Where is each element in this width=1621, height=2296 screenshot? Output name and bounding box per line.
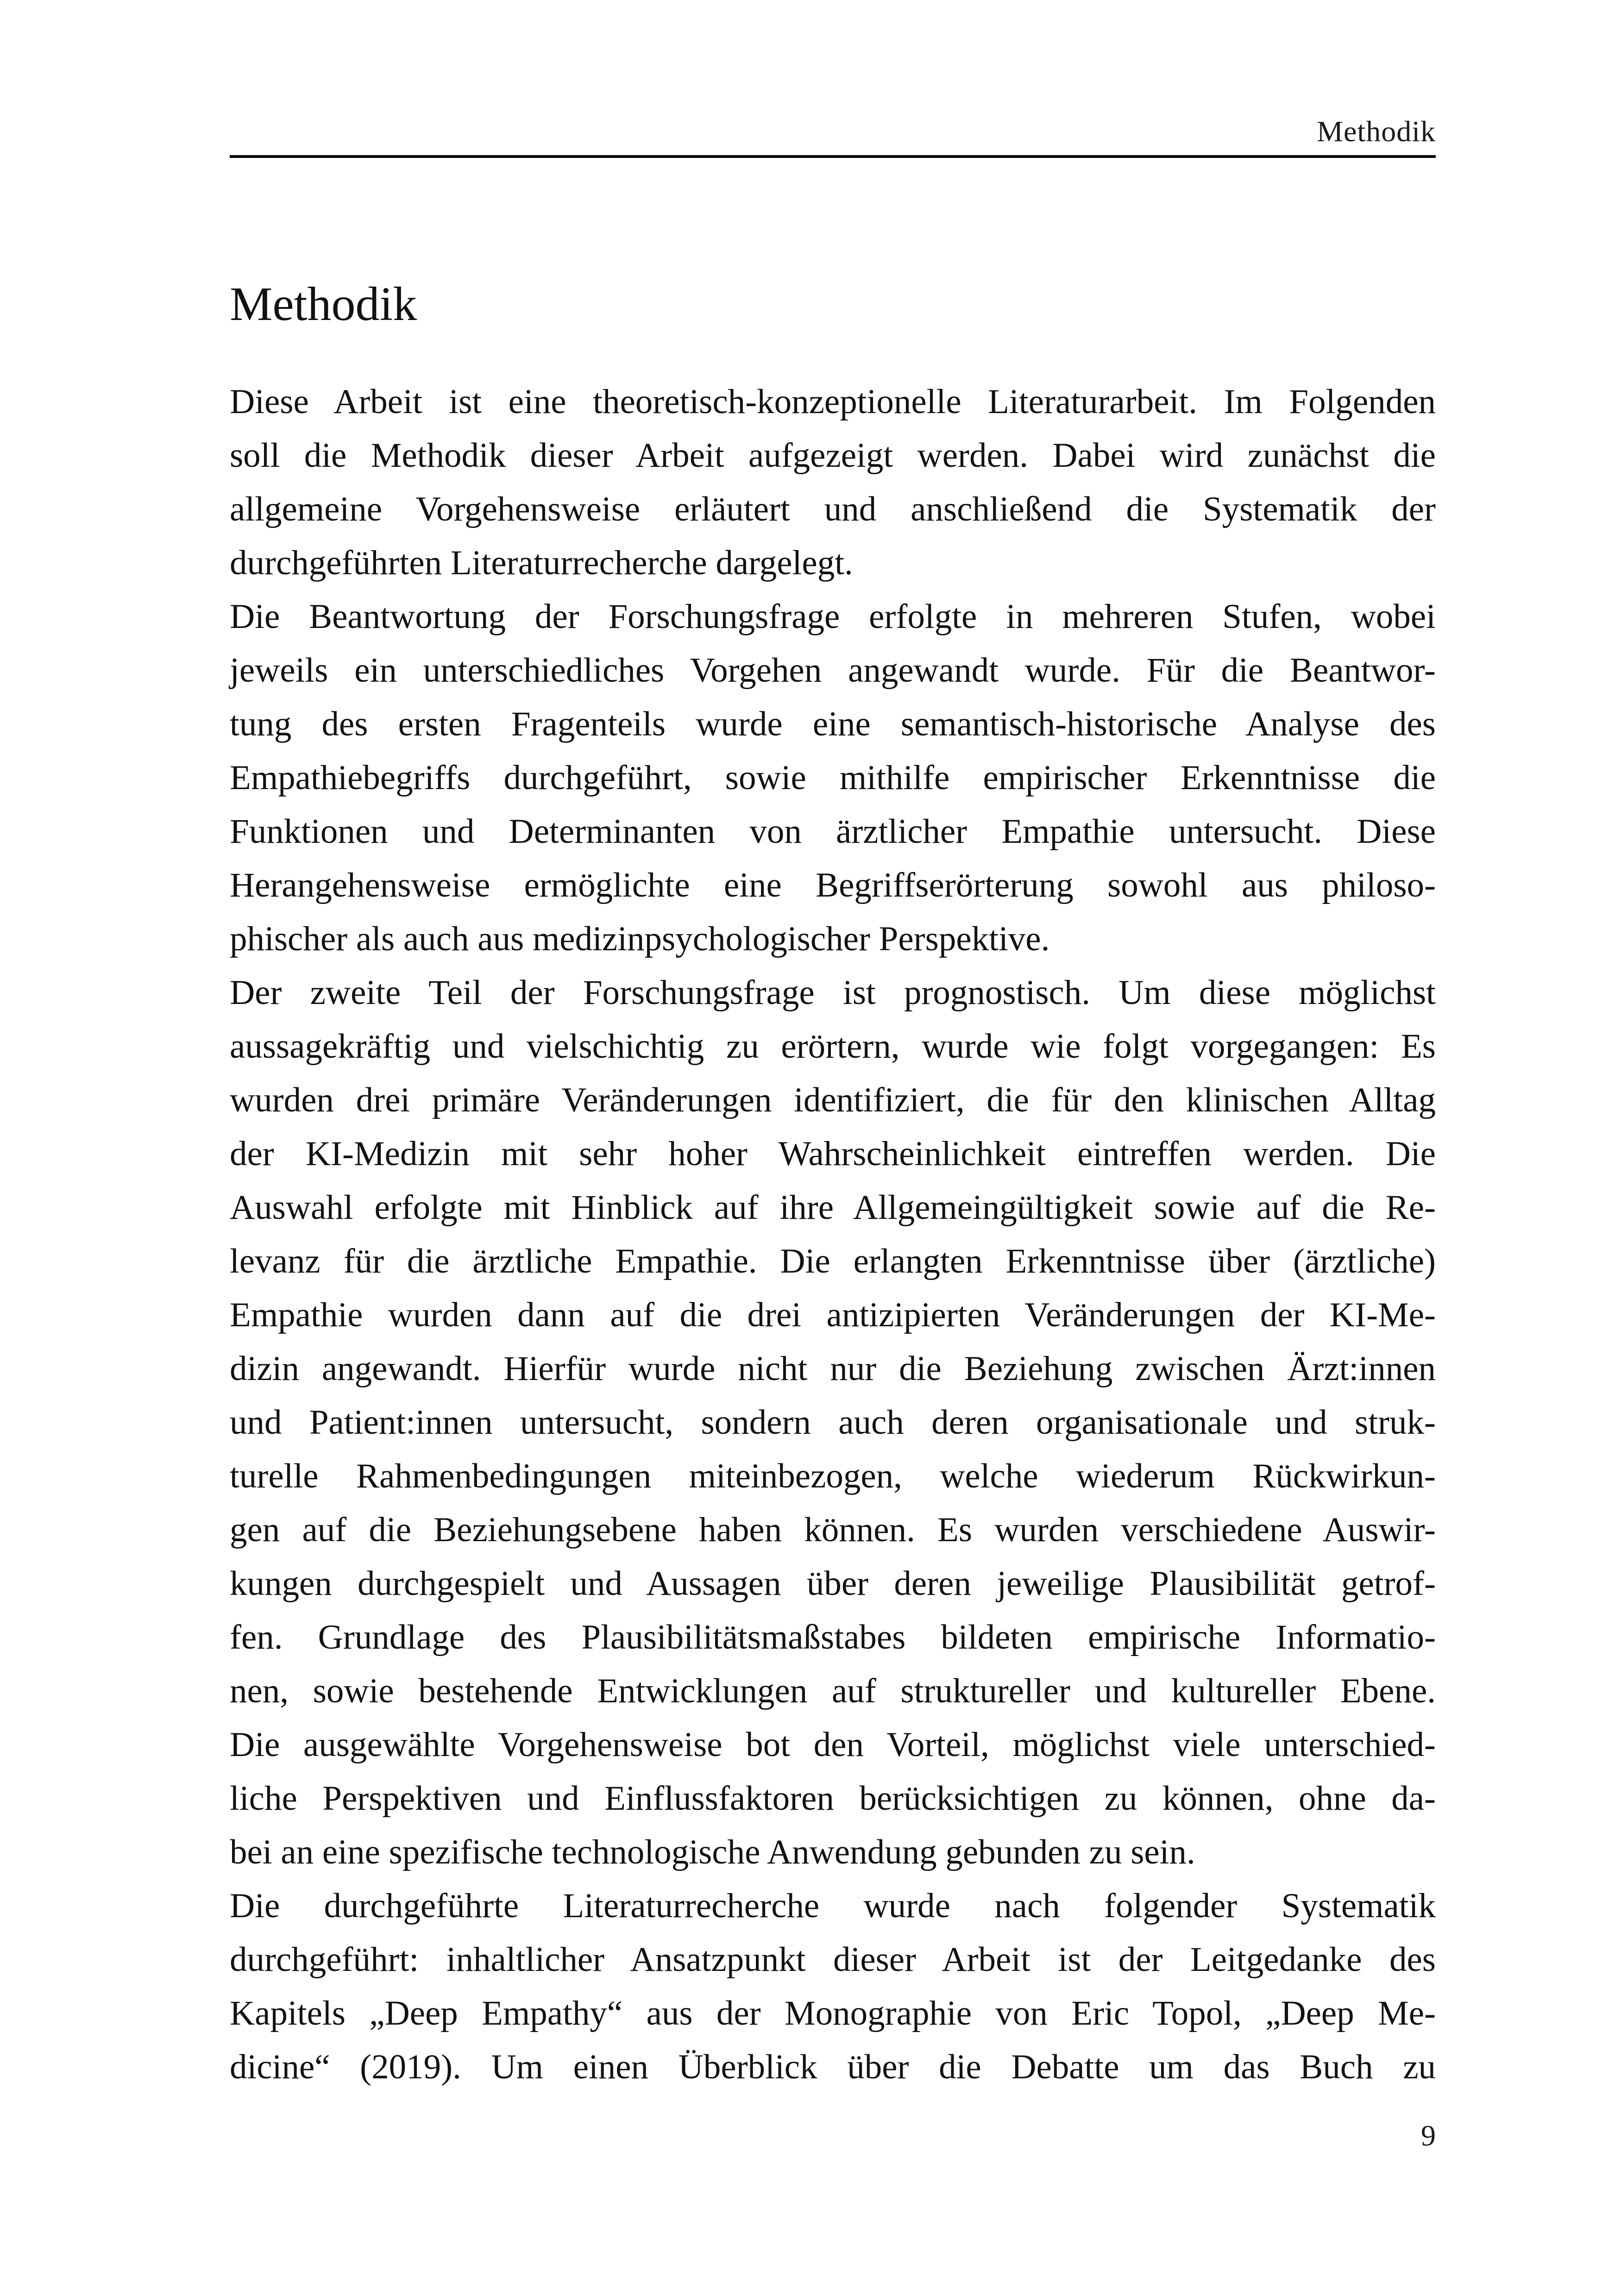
paragraph [230, 1879, 1436, 2094]
text-line: aussagekräftig und vielschichtig zu erörtern, wurde wie folgt vorgegangen: Es [230, 1027, 1436, 1066]
text-line: der KI-Medizin mit sehr hoher Wahrscheinlichkeit eintreffen werden. Die [230, 1135, 1436, 1173]
text-line: tung des ersten Fragenteils wurde eine semantisch-historische Analyse des [230, 705, 1436, 743]
text-line: allgemeine Vorgehensweise erläutert und anschließend die Systematik der [230, 490, 1436, 528]
text-line: bei an eine spezifische technologische Anwendung gebunden zu sein. [230, 1833, 1195, 1871]
paragraph [230, 375, 1436, 590]
paragraph [230, 966, 1436, 1879]
text-line: dicine“ (2019). Um einen Überblick über die Debatte um das Buch zu [230, 2048, 1436, 2086]
text-line: phischer als auch aus medizinpsychologischer Perspektive. [230, 920, 1050, 958]
text-line: Empathie wurden dann auf die drei antizipierten Veränderungen der KI-Me- [230, 1296, 1436, 1334]
paragraph [230, 590, 1436, 966]
text-line: Die Beantwortung der Forschungsfrage erfolgte in mehreren Stufen, wobei [230, 597, 1436, 636]
text-line: Funktionen und Determinanten von ärztlicher Empathie untersucht. Diese [230, 812, 1436, 851]
text-line: soll die Methodik dieser Arbeit aufgezeigt werden. Dabei wird zunächst die [230, 436, 1436, 475]
text-line: Auswahl erfolgte mit Hinblick auf ihre Allgemeingültigkeit sowie auf die Re- [230, 1188, 1436, 1227]
chapter-title: Methodik [230, 277, 417, 331]
text-line: kungen durchgespielt und Aussagen über deren jeweilige Plausibilität getrof- [230, 1564, 1436, 1603]
text-line: Diese Arbeit ist eine theoretisch-konzeptionelle Literaturarbeit. Im Folgenden [230, 383, 1436, 421]
running-header-title: Methodik [1317, 115, 1436, 148]
text-line: wurden drei primäre Veränderungen identifiziert, die für den klinischen Alltag [230, 1081, 1436, 1119]
page-number: 9 [1421, 2119, 1436, 2152]
text-line: durchgeführten Literaturrecherche dargelegt. [230, 544, 853, 582]
text-line: und Patient:innen untersucht, sondern auch deren organisationale und struk- [230, 1403, 1436, 1442]
text-line: nen, sowie bestehende Entwicklungen auf struktureller und kultureller Ebene. [230, 1672, 1436, 1710]
text-line: Die durchgeführte Literaturrecherche wurde nach folgender Systematik [230, 1887, 1436, 1925]
text-line: gen auf die Beziehungsebene haben können. Es wurden verschiedene Auswir- [230, 1511, 1436, 1549]
text-line: jeweils ein unterschiedliches Vorgehen angewandt wurde. Für die Beantwor- [230, 651, 1436, 690]
text-line: Die ausgewählte Vorgehensweise bot den Vorteil, möglichst viele unterschied- [230, 1725, 1436, 1764]
running-header [230, 113, 1436, 158]
text-line: levanz für die ärztliche Empathie. Die erlangten Erkenntnisse über (ärztliche) [230, 1242, 1436, 1280]
text-line: Empathiebegriffs durchgeführt, sowie mithilfe empirischer Erkenntnisse die [230, 759, 1436, 797]
text-line: Der zweite Teil der Forschungsfrage ist prognostisch. Um diese möglichst [230, 973, 1436, 1012]
text-line: fen. Grundlage des Plausibilitätsmaßstabes bildeten empirische Informatio- [230, 1618, 1436, 1656]
text-line: Herangehensweise ermöglichte eine Begriffserörterung sowohl aus philoso- [230, 866, 1436, 904]
body-text [230, 375, 1436, 2094]
text-line: dizin angewandt. Hierfür wurde nicht nur die Beziehung zwischen Ärzt:innen [230, 1349, 1436, 1388]
text-line: durchgeführt: inhaltlicher Ansatzpunkt dieser Arbeit ist der Leitgedanke des [230, 1940, 1436, 1979]
text-line: liche Perspektiven und Einflussfaktoren berücksichtigen zu können, ohne da- [230, 1779, 1436, 1818]
text-line: Kapitels „Deep Empathy“ aus der Monographie von Eric Topol, „Deep Me- [230, 1994, 1436, 2033]
text-line: turelle Rahmenbedingungen miteinbezogen, welche wiederum Rückwirkun- [230, 1457, 1436, 1495]
